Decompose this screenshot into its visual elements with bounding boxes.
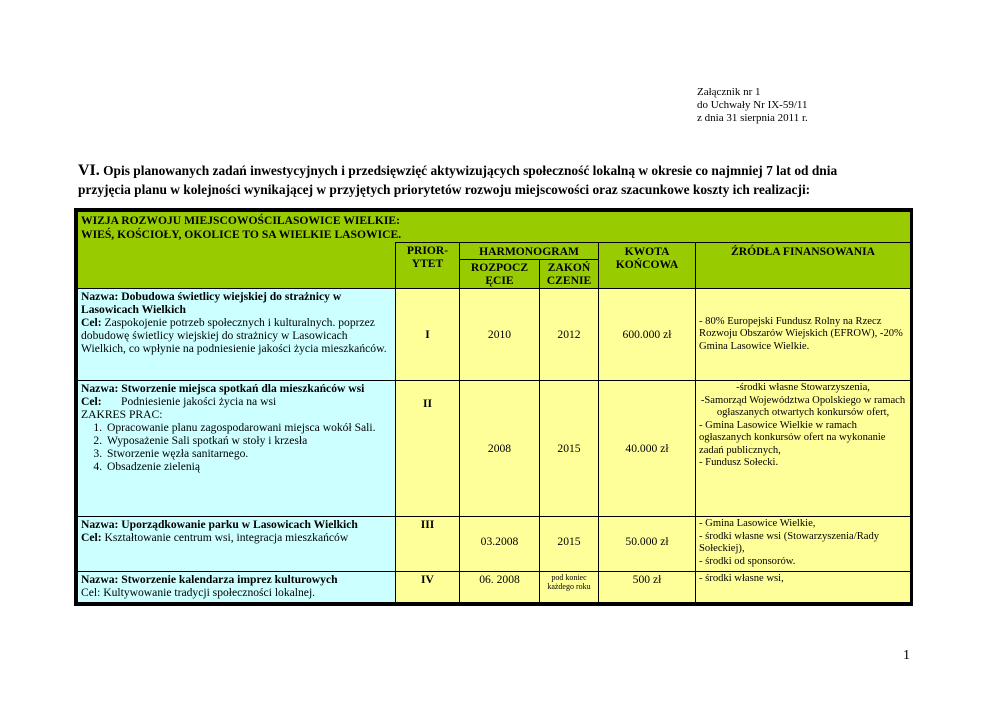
section-number: VI. [78, 162, 100, 179]
task-priority: II [396, 381, 460, 517]
list-item: 4. Obsadzenie zielenią [105, 460, 392, 473]
task-sources: -środki własne Stowarzyszenia, -Samorząd Województwa Opolskiego w ramach ogłaszanych otwartych konkursów ofert, - Gmina Lasowice Wielkie w ramach ogłaszanych konkursów ofert na wykonanie zadań publicznych, - Fundusz Sołecki. [696, 381, 911, 517]
task-goal: Cel: Podniesienie jakości życia na wsi [81, 395, 277, 408]
task-goal: Cel: Kultywowanie tradycji społeczności lokalnej. [81, 586, 316, 599]
list-item: 2. Wyposażenie Sali spotkań w stoły i krzesła [105, 434, 392, 447]
task-end: 2012 [540, 289, 599, 381]
task-row [78, 381, 911, 517]
task-amount: 600.000 zł [599, 289, 696, 381]
task-sources: - Gmina Lasowice Wielkie, - środki własne wsi (Stowarzyszenia/Rady Sołeckiej), - środki od sponsorów. [696, 517, 911, 572]
task-description [78, 517, 396, 572]
task-name: Nazwa: Dobudowa świetlicy wiejskiej do strażnicy w Lasowicach Wielkich [81, 290, 342, 316]
task-row [78, 289, 911, 381]
task-scope-label: ZAKRES PRAC: [81, 408, 163, 421]
task-goal: Cel: Kształtowanie centrum wsi, integracja mieszkańców [81, 531, 349, 544]
header-row-1 [78, 243, 911, 260]
header-sources: ŹRÓDŁA FINANSOWANIA [696, 243, 911, 289]
annex-reference [697, 86, 808, 125]
task-start: 2008 [460, 381, 540, 517]
annex-line-2: do Uchwały Nr IX-59/11 [697, 99, 808, 111]
task-goal: Cel: Zaspokojenie potrzeb społecznych i kulturalnych. poprzez dobudowę świetlicy wiejskiej do strażnicy w Lasowicach Wielkich, co wpłynie na podniesienie jakości życia mieszkańców. [81, 316, 387, 355]
vision-row [78, 212, 911, 243]
annex-line-1: Załącznik nr 1 [697, 86, 761, 98]
task-start: 03.2008 [460, 517, 540, 572]
header-start: ROZPOCZ ĘCIE [460, 260, 540, 289]
vision-line-2: WIEŚ, KOŚCIOŁY, OKOLICE TO SA WIELKIE LASOWICE. [81, 228, 402, 241]
annex-line-3: z dnia 31 sierpnia 2011 r. [697, 112, 808, 124]
list-item: 1. Opracowanie planu zagospodarowani miejsca wokół Sali. [105, 421, 392, 434]
header-schedule: HARMONOGRAM [460, 243, 599, 260]
task-description [78, 572, 396, 607]
task-name: Nazwa: Stworzenie miejsca spotkań dla mieszkańców wsi [81, 382, 365, 395]
task-priority: I [396, 289, 460, 381]
task-end: 2015 [540, 381, 599, 517]
task-row [78, 572, 911, 607]
task-start: 2010 [460, 289, 540, 381]
task-end: pod koniec każdego roku [540, 572, 599, 607]
task-amount: 500 zł [599, 572, 696, 607]
task-scope-list [81, 421, 392, 473]
vision-line-1: WIZJA ROZWOJU MIEJSCOWOŚCILASOWICE WIELKIE: [81, 214, 401, 227]
heading-line-2: przyjęcia planu w kolejności wynikającej w przyjętych priorytetów rozwoju miejscowości oraz szacunkowe koszty ich realizacji: [78, 182, 811, 197]
list-item: 3. Stworzenie węzła sanitarnego. [105, 447, 392, 460]
header-end: ZAKOŃ CZENIE [540, 260, 599, 289]
task-description [78, 289, 396, 381]
task-sources: - środki własne wsi, [696, 572, 911, 607]
task-row [78, 517, 911, 572]
task-sources: - 80% Europejski Fundusz Rolny na Rzecz Rozwoju Obszarów Wiejskich (EFROW), -20% Gmina Lasowice Wielkie. [696, 289, 911, 381]
task-description [78, 381, 396, 517]
task-start: 06. 2008 [460, 572, 540, 607]
task-priority: III [396, 517, 460, 572]
tasks-table-frame [74, 208, 913, 606]
tasks-table [77, 211, 911, 606]
page-number: 1 [903, 648, 910, 663]
task-name: Nazwa: Uporządkowanie parku w Lasowicach Wielkich [81, 518, 358, 531]
header-amount: KWOTA KOŃCOWA [599, 243, 696, 289]
task-priority: IV [396, 572, 460, 607]
task-end: 2015 [540, 517, 599, 572]
task-name: Nazwa: Stworzenie kalendarza imprez kulturowych [81, 573, 338, 586]
task-amount: 50.000 zł [599, 517, 696, 572]
header-priority: PRIOR- YTET [396, 243, 460, 289]
task-amount: 40.000 zł [599, 381, 696, 517]
section-heading [78, 161, 938, 199]
heading-line-1: Opis planowanych zadań inwestycyjnych i przedsięwzięć aktywizujących społeczność lokalną w okresie co najmniej 7 lat od dnia [99, 163, 838, 178]
